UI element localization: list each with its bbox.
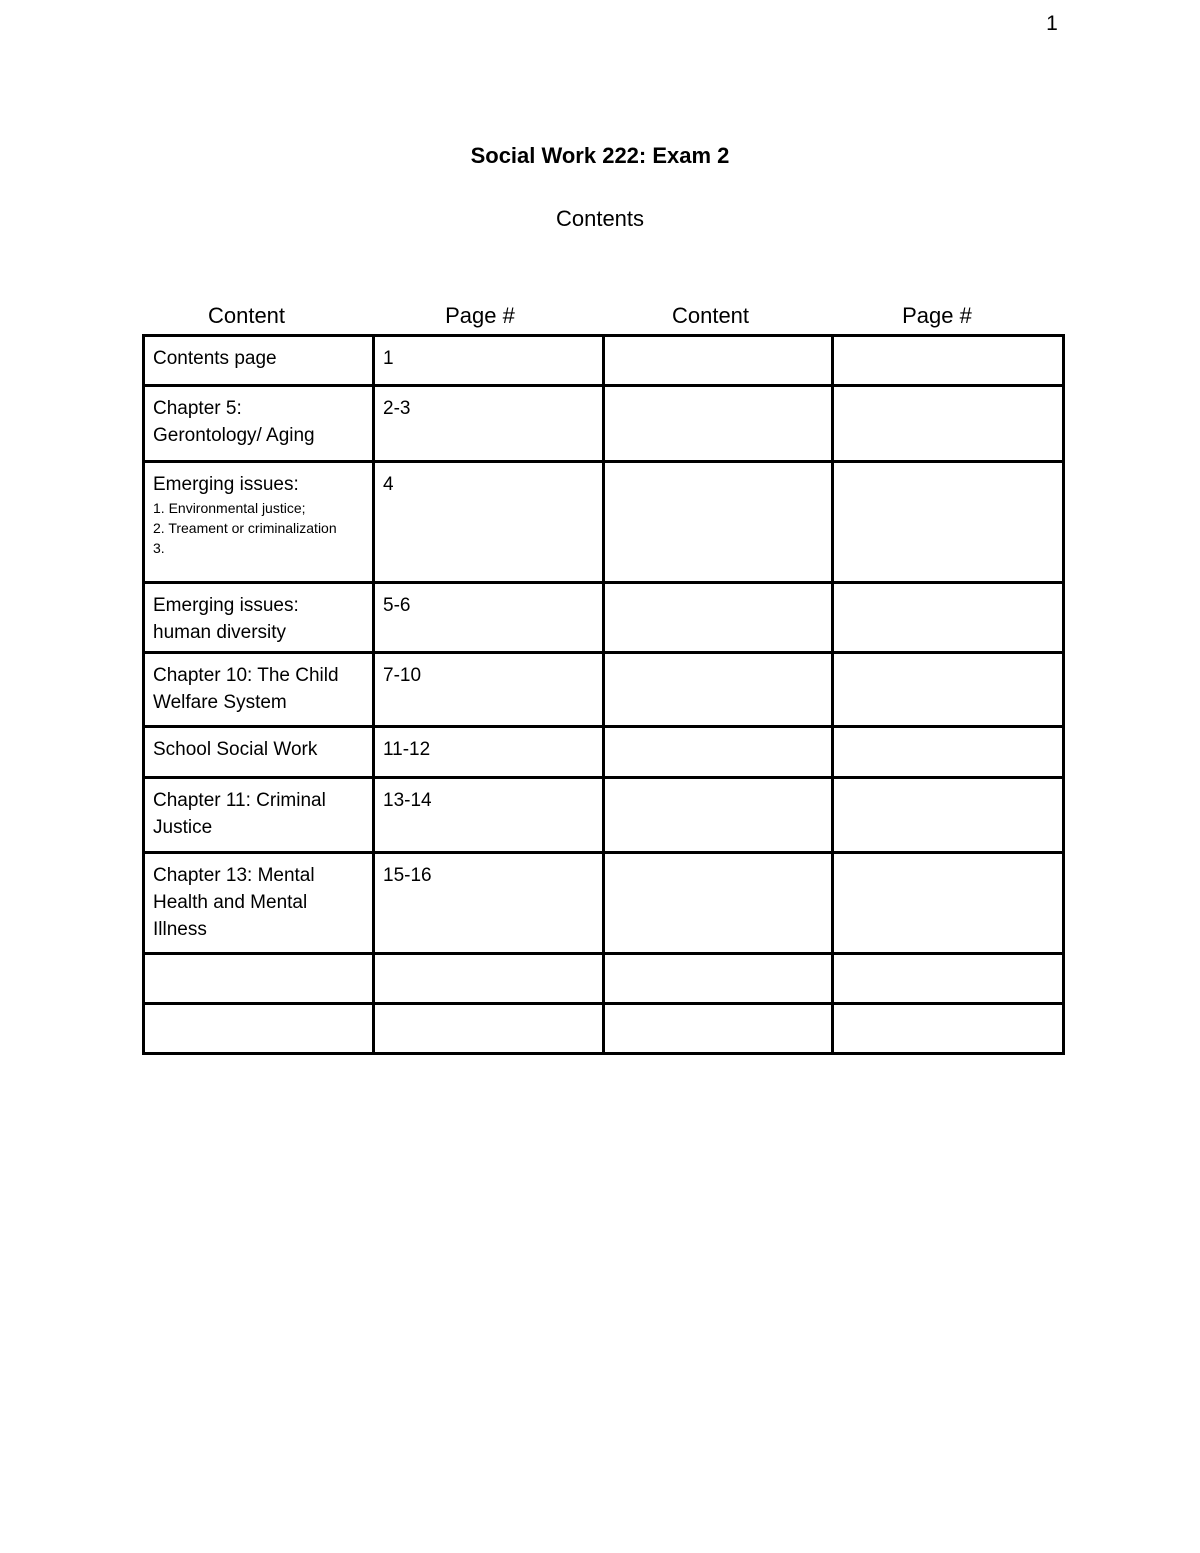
content-line: Welfare System: [153, 692, 287, 713]
page-cell: 4: [374, 462, 604, 583]
content-line: Chapter 10: The Child: [153, 665, 339, 686]
page-cell: [374, 1004, 604, 1054]
content-cell: [144, 853, 374, 954]
table-header-row: [142, 303, 1062, 329]
contents-table: [142, 334, 1065, 1055]
content-line: Chapter 5:: [153, 398, 242, 419]
table-row: [144, 583, 1064, 653]
content-cell: [144, 778, 374, 853]
page-cell-empty: [833, 1004, 1064, 1054]
column-header-content-1: Content: [207, 303, 286, 328]
page-number: 1: [1046, 12, 1058, 35]
table-row: [144, 653, 1064, 727]
page-cell: [374, 954, 604, 1004]
page-cell: 11-12: [374, 727, 604, 778]
table-row: [144, 462, 1064, 583]
page-cell: 5-6: [374, 583, 604, 653]
content-cell: [144, 583, 374, 653]
content-line: Illness: [153, 919, 207, 940]
content-cell-empty: [604, 778, 833, 853]
table-row: [144, 727, 1064, 778]
content-line: School Social Work: [153, 739, 318, 760]
content-sub-item: 1. Environmental justice;: [153, 500, 306, 516]
content-line: Justice: [153, 817, 213, 838]
content-line: Emerging issues:: [153, 595, 299, 616]
content-cell: [144, 462, 374, 583]
content-line: Chapter 13: Mental: [153, 865, 315, 886]
content-cell-empty: [604, 727, 833, 778]
content-line: Gerontology/ Aging: [153, 425, 315, 446]
content-line: Chapter 11: Criminal: [153, 790, 326, 811]
content-line: Contents page: [153, 348, 277, 369]
table-row: [144, 954, 1064, 1004]
content-cell: [144, 653, 374, 727]
document-title: Social Work 222: Exam 2: [470, 143, 730, 168]
content-line: Health and Mental: [153, 892, 308, 913]
page-cell: 1: [374, 336, 604, 386]
page-cell-empty: [833, 386, 1064, 462]
page-cell: 2-3: [374, 386, 604, 462]
table-row: [144, 336, 1064, 386]
content-cell: [144, 954, 374, 1004]
content-cell-empty: [604, 462, 833, 583]
page-cell-empty: [833, 336, 1064, 386]
content-cell-empty: [604, 583, 833, 653]
content-cell: [144, 727, 374, 778]
content-sub-item: 3.: [153, 540, 165, 556]
content-cell: [144, 1004, 374, 1054]
page-cell-empty: [833, 727, 1064, 778]
column-header-page-1: Page #: [445, 303, 515, 328]
content-sub-item: 2. Treament or criminalization: [153, 520, 337, 536]
content-cell: [144, 386, 374, 462]
content-line: Emerging issues:: [153, 474, 299, 495]
column-header-page-2: Page #: [902, 303, 972, 328]
content-cell: [144, 336, 374, 386]
page-cell: 15-16: [374, 853, 604, 954]
page-cell-empty: [833, 954, 1064, 1004]
document-subtitle: Contents: [555, 206, 645, 231]
table-row: [144, 386, 1064, 462]
page-cell-empty: [833, 583, 1064, 653]
table-row: [144, 853, 1064, 954]
page-cell-empty: [833, 778, 1064, 853]
column-header-content-2: Content: [671, 303, 750, 328]
page-cell: 7-10: [374, 653, 604, 727]
content-cell-empty: [604, 386, 833, 462]
page-cell-empty: [833, 653, 1064, 727]
content-cell-empty: [604, 1004, 833, 1054]
content-cell-empty: [604, 336, 833, 386]
content-cell-empty: [604, 653, 833, 727]
page-cell-empty: [833, 853, 1064, 954]
table-row: [144, 1004, 1064, 1054]
page-cell-empty: [833, 462, 1064, 583]
content-cell-empty: [604, 954, 833, 1004]
content-line: human diversity: [153, 622, 287, 643]
table-row: [144, 778, 1064, 853]
content-cell-empty: [604, 853, 833, 954]
page-cell: 13-14: [374, 778, 604, 853]
